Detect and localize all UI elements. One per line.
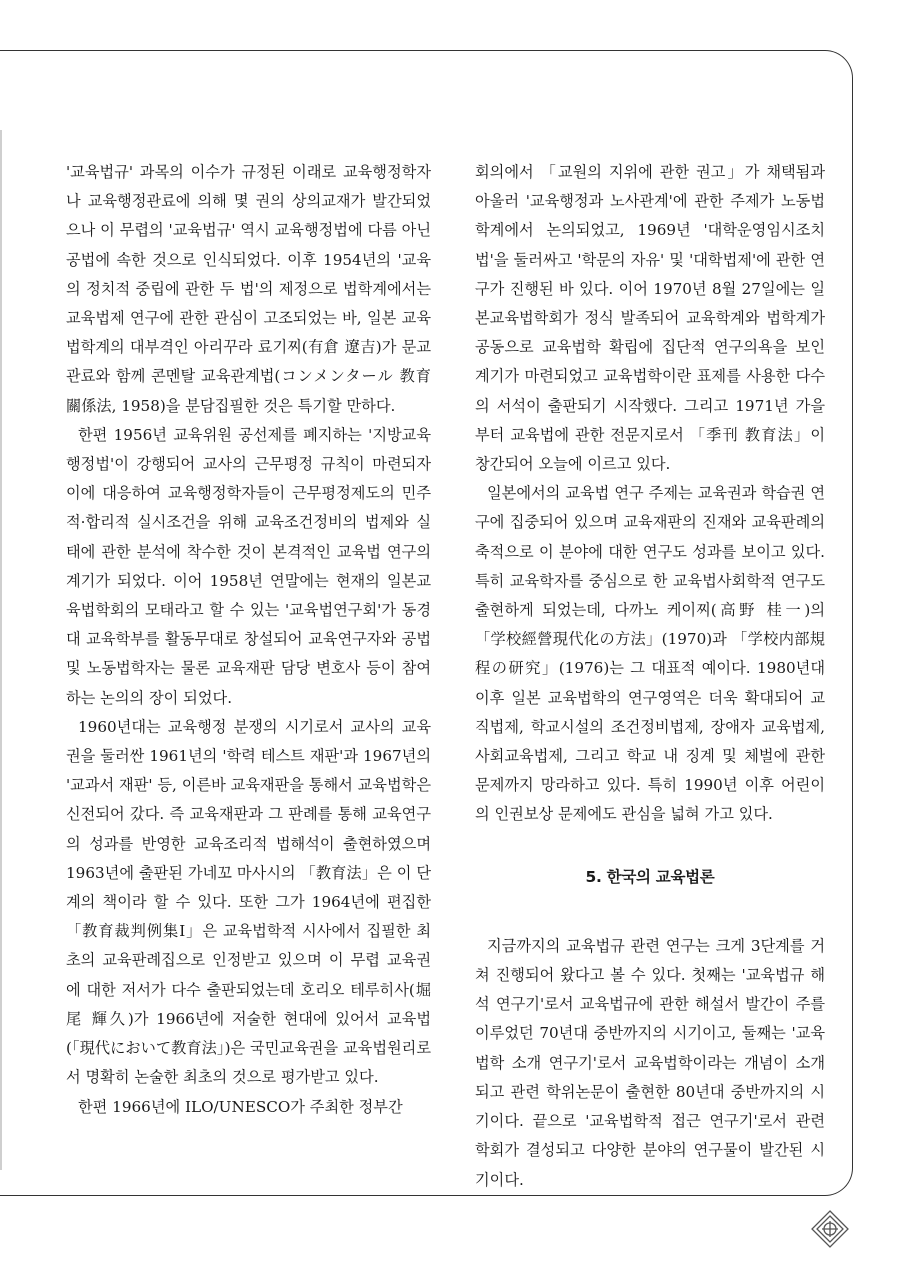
section-heading: 5. 한국의 교육법론: [585, 867, 715, 886]
left-paragraph-2: 한편 1956년 교육위원 공선제를 폐지하는 '지방교육행정법'이 강행되어 교사의 근무평정 규칙이 마련되자 이에 대응하여 교육행정학자들이 근무평정제도의 민주적·합리적 실시조건을 위해 교육조건정비의 법제와 실태에 관한 분석에 착수한 것이 본격적인 교육법 연구의 계기가 되었다. 이어 1958년 연말에는 현재의 일본교육법학회의 모태라고 할 수 있는 '교육법연구회'가 동경대 교육학부를 활동무대로 창설되어 교육연구자와 공법 및 노동법학자는 물론 교육재판 담당 변호사 등이 참여하는 논의의 장이 되었다.: [66, 425, 431, 707]
margin-rule: [0, 130, 2, 1170]
right-column: [475, 158, 825, 1195]
right-paragraph-3: 지금까지의 교육법규 관련 연구는 크게 3단계를 거쳐 진행되어 왔다고 볼 수 있다. 첫째는 '교육법규 해석 연구기'로서 교육법규에 관한 해설서 발간이 주를 이루었던 70년대 중반까지의 시기이고, 둘째는 '교육법학 소개 연구기'로서 교육법학이라는 개념이 소개되고 관련 학위논문이 출현한 80년대 중반까지의 시기이다. 끝으로 '교육법학적 접근 연구기'로서 관련 학회가 결성되고 다양한 분야의 연구물이 발간된 시기이다.: [475, 936, 825, 1189]
right-paragraph-1: 회의에서 「교원의 지위에 관한 권고」가 채택됨과 아울러 '교육행정과 노사관계'에 관한 주제가 노동법학계에서 논의되었고, 1969년 '대학운영임시조치법'을 둘러싸고 '학문의 자유' 및 '대학법제'에 관한 연구가 진행된 바 있다. 이어 1970년 8월 27일에는 일본교육법학회가 정식 발족되어 교육학계와 법학계가 공동으로 교육법학 확립에 집단적 연구의욕을 보인 계기가 마련되었고 교육법학이란 표제를 사용한 다수의 서석이 출판되기 시작했다. 그리고 1971년 가을부터 교육법에 관한 전문지로서 「季刊 教育法」이 창간되어 오늘에 이르고 있다.: [475, 163, 825, 474]
left-paragraph-4: 한편 1966년에 ILO/UNESCO가 주최한 정부간: [78, 1097, 403, 1116]
left-paragraph-3: 1960년대는 교육행정 분쟁의 시기로서 교사의 교육권을 둘러싼 1961년의 '학력 테스트 재판'과 1967년의 '교과서 재판' 등, 이른바 교육재판을 통해서 교육법학은 신전되어 갔다. 즉 교육재판과 그 판례를 통해 교육연구의 성과를 반영한 교육조리적 법해석이 출현하였으며 1963년에 출판된 가네꼬 마사시의 「教育法」은 이 단계의 책이라 할 수 있다. 또한 그가 1964년에 편집한 「教育裁判例集Ⅰ」은 교육법학적 시사에서 집필한 최초의 교육판례집으로 인정받고 있으며 이 무렵 교육권에 대한 저서가 다수 출판되었는데 호리오 테루히사(堀尾 輝久)가 1966년에 저술한 현대에 있어서 교육법(「現代において教育法」)은 국민교육권을 교육법원리로서 명확히 논술한 최초의 것으로 평가받고 있다.: [66, 717, 431, 1087]
ornamental-diamond-icon: [810, 1209, 850, 1249]
left-column: [66, 158, 431, 1122]
left-paragraph-1: '교육법규' 과목의 이수가 규정된 이래로 교육행정학자나 교육행정관료에 의해 몇 권의 상의교재가 발간되었으나 이 무렵의 '교육법규' 역시 교육행정법에 다름 아닌 공법에 속한 것으로 인식되었다. 이후 1954년의 '교육의 정치적 중립에 관한 두 법'의 제정으로 법학계에서는 교육법제 연구에 관한 관심이 고조되었는 바, 일본 교육법학계의 대부격인 아리꾸라 료기찌(有倉 遼吉)가 문교관료와 함께 콘멘탈 교육관계법(コンメンタール 教育關係法, 1958)을 분담집필한 것은 특기할 만하다.: [66, 163, 431, 415]
right-paragraph-2: 일본에서의 교육법 연구 주제는 교육권과 학습권 연구에 집중되어 있으며 교육재판의 진재와 교육판례의 축적으로 이 분야에 대한 연구도 성과를 보이고 있다. 특히 교육학자를 중심으로 한 교육법사회학적 연구도 출현하게 되었는데, 다까노 케이찌(高野 桂一)의 「学校經營現代化の方法」(1970)과 「学校内部規程の研究」(1976)는 그 대표적 예이다. 1980년대 이후 일본 교육법학의 연구영역은 더욱 확대되어 교직법제, 학교시설의 조건정비법제, 장애자 교육법제, 사회교육법제, 그리고 학교 내 징계 및 체벌에 관한 문제까지 망라하고 있다. 특히 1990년 이후 어린이의 인권보상 문제에도 관심을 넓혀 가고 있다.: [475, 484, 825, 824]
